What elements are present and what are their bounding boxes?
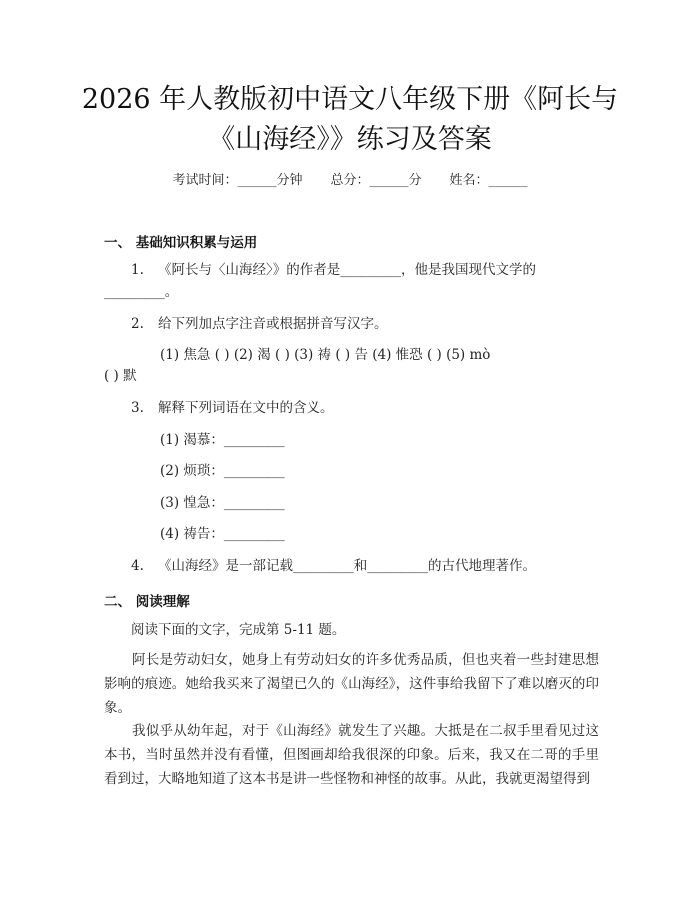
total-score: 总分：______分 xyxy=(330,173,422,188)
student-name: 姓名：______ xyxy=(449,173,528,188)
title-line-2: 《山海经》》练习及答案 xyxy=(208,124,492,155)
question-text: 解释下列词语在文中的含义。 xyxy=(158,400,334,416)
reading-paragraph-2: 我似乎从幼年起，对于《山海经》就发生了兴趣。大抵是在二叔手里看见过这本书，当时虽然并没有看懂，但图画却给我很深的印象。后来，我又在二哥的手里看到过，大略地知道了这本书是讲一些怪物和神怪的故事。从此，我就更渴望得到 xyxy=(104,723,599,787)
question-text: 给下列加点字注音或根据拼音写汉字。 xyxy=(158,316,388,332)
question-number: 4. xyxy=(131,558,144,574)
question-2 xyxy=(131,314,388,334)
exam-time: 考试时间：______分钟 xyxy=(172,173,303,188)
question-text: 《阿长与〈山海经〉》的作者是_________，他是我国现代文学的 xyxy=(158,262,536,278)
question-3-item: (3) 惶急：_________ xyxy=(160,495,285,511)
section-2-title: 二、 阅读理解 xyxy=(104,594,190,610)
section-1-title: 一、 基础知识积累与运用 xyxy=(104,235,258,251)
question-text: 《山海经》是一部记载_________和_________的古代地理著作。 xyxy=(158,558,536,574)
question-2-options: (1) 焦急 ( ) (2) 渴 ( ) (3) 祷 ( ) 告 (4) 惟恐 ( ) (5) mò xyxy=(160,347,491,363)
exam-meta xyxy=(0,169,700,188)
document-title xyxy=(60,80,640,160)
question-number: 1. xyxy=(131,262,144,278)
question-2-options-continued: ( ) 默 xyxy=(104,368,137,384)
question-3-item: (4) 祷告：_________ xyxy=(160,526,285,542)
question-1 xyxy=(131,260,536,280)
question-number: 3. xyxy=(131,400,144,416)
question-4 xyxy=(131,556,536,576)
question-3 xyxy=(131,398,334,418)
title-line-1: 2026 年人教版初中语文八年级下册《阿长与 xyxy=(81,84,619,115)
question-3-item: (1) 渴慕：_________ xyxy=(160,432,285,448)
reading-intro: 阅读下面的文字，完成第 5-11 题。 xyxy=(131,622,346,638)
reading-paragraph-1: 阿长是劳动妇女，她身上有劳动妇女的许多优秀品质，但也夹着一些封建思想影响的痕迹。她给我买来了渴望已久的《山海经》，这件事给我留下了难以磨灭的印象。 xyxy=(104,652,599,716)
question-3-item: (2) 烦琐：_________ xyxy=(160,463,285,479)
question-1-continued: _________。 xyxy=(104,284,179,300)
question-number: 2. xyxy=(131,316,144,332)
